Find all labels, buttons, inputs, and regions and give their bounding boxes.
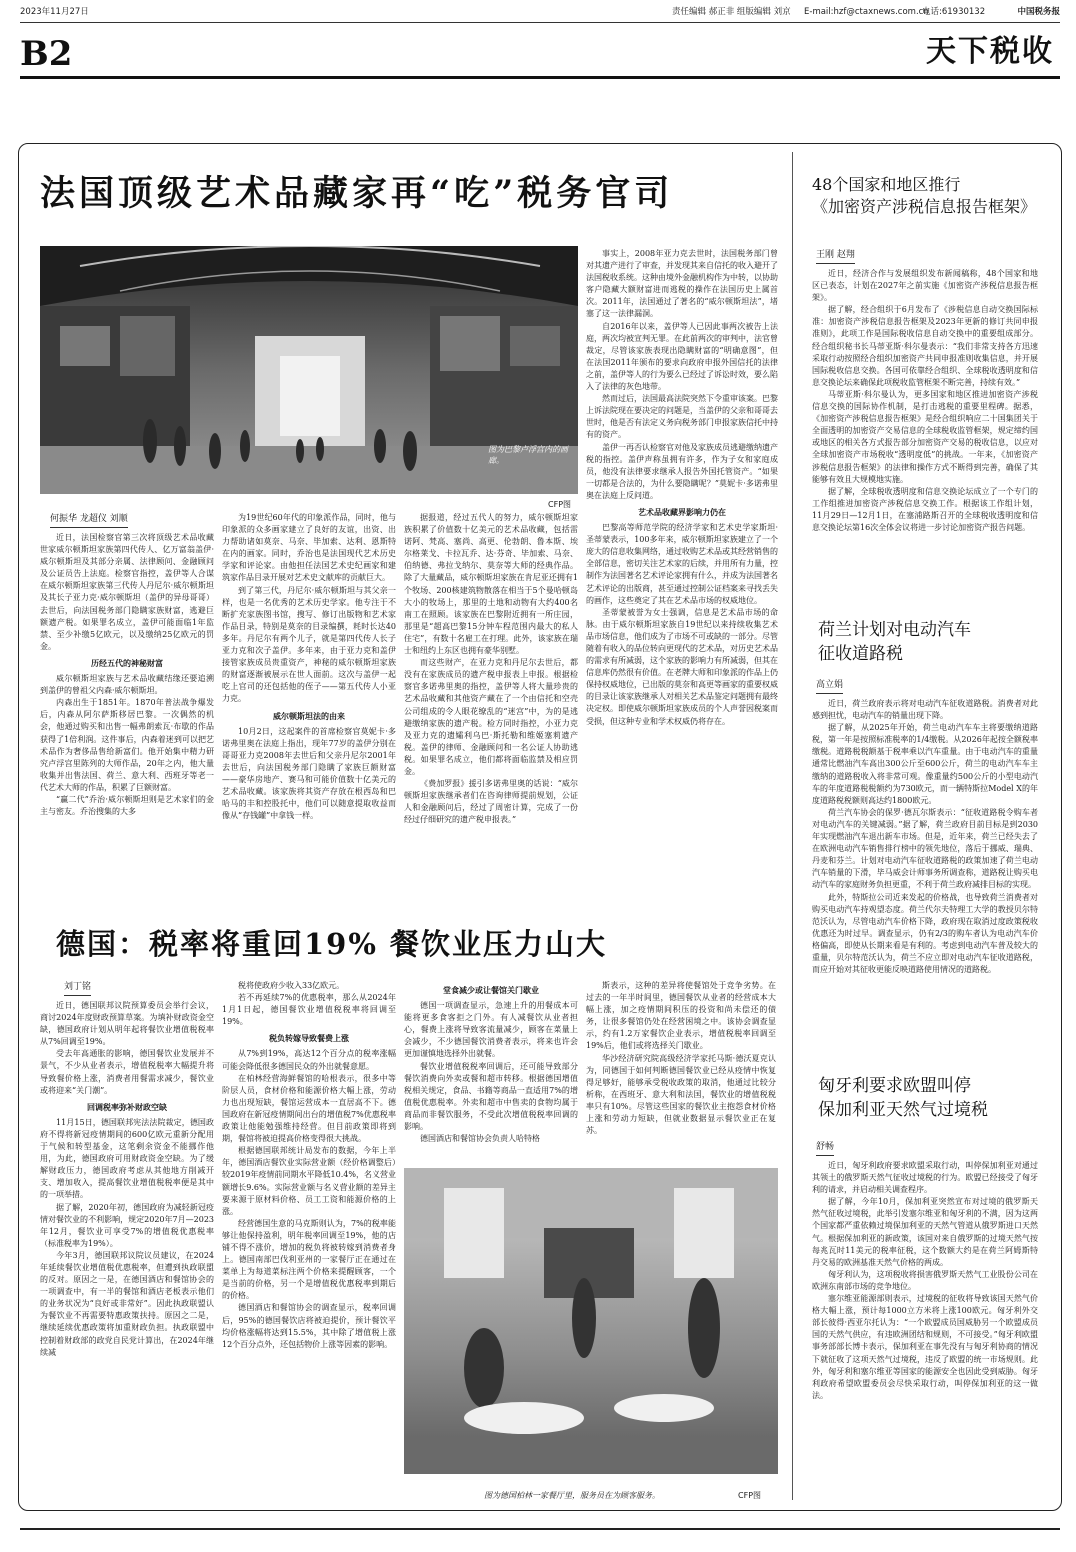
masthead-date: 2023年11月27日 <box>20 7 89 17</box>
main-col-1 <box>40 532 214 916</box>
sidebar-article-1-body <box>812 268 1038 598</box>
paragraph: 根据德国联邦统计局发布的数据，今年上半年，德国酒店餐饮业实际营业额（经价格调整后）较2019年疫情前同期水平降低10.4%，名义营业额增长9.6%。实际营业额与名义营业额的差异主要来源于原材料价格、员工工资和能源价格的上涨。 <box>222 1146 396 1216</box>
paragraph: 从7%到19%，高达12个百分点的税率涨幅可能会降低很多德国民众的外出就餐意愿。 <box>222 1049 396 1071</box>
paragraph: 10月2日，这起案件的首席检察官莫妮卡·多诺弗里奥在法庭上指出，现年77岁的盖伊分别在哥哥亚力克2008年去世后和父亲丹尼尔2001年去世后，向法国税务部门隐瞒了家族巨额财富——豪华房地产、赛马和可能价值数十亿美元的艺术品收藏。该家族将其资产存放在根西岛和巴哈马的丰和控股托中，他们可以随意提取收益而像从“存钱罐”中拿钱一样。 <box>222 726 396 821</box>
paragraph: 据了解，经合组织于6月发布了《涉税信息自动交换国际标准：加密资产涉税信息报告框架及2023年更新的修订共同申报准则》，此项工作是国际税收信息自动交换中的重要组成部分。经合组织秘书长马蒂亚斯·科尔曼表示：“我们非常支持各方迅速采取行动按照经合组织加密资产共同申报准则收集信息，并开展国际税收信息交换。各国可依靠经合组织、全球税收透明度和信息交换论坛来确保此项税收监管框架不断完善，持续有效。” <box>812 305 1038 387</box>
paragraph: 荷兰汽车协会的保罗·德瓦尔斯表示：“征收道路税令购车者对电动汽车的关键减弱。”据了解，荷兰政府目前目标是到2030年实现燃油汽车退出新车市场。但是，近年来，荷兰已经失去了在欧洲电动汽车销售排行榜中的领先地位，落后于挪威、瑞典、丹麦和芬兰。计划对电动汽车征收道路税的政策加速了荷兰电动汽车销量的下滑，毕马威会计师事务所调查称，道路税让购买电动汽车的家庭财务负担更重，不利于荷兰政府减排目标的实现。 <box>812 807 1038 890</box>
subheading: 历经五代的神秘财富 <box>91 657 163 668</box>
masthead-phone: 电话:61930132 <box>922 7 986 17</box>
newspaper-name: 中国税务报 <box>1017 7 1060 17</box>
paragraph: 近日，法国检察官第三次将顶级艺术品收藏世家威尔顿斯坦家族第四代传人、亿万富翁盖伊·威尔顿斯坦及其部分亲属、法律顾问、金融顾问及公证员告上法庭。检察官指控，盖伊等人合谋在威尔顿斯坦家族第三代传人丹尼尔·威尔顿斯坦及其长子亚力克·威尔顿斯坦（盖伊的异母哥哥）去世后，向法国税务部门隐瞒家族财富，逃避巨额遗产税。如果罪名成立，盖伊可能面临1年监禁、至少补缴5亿欧元，以及缴纳25亿欧元的罚金。 <box>40 533 214 651</box>
masthead <box>20 6 1060 20</box>
sidebar-article-1-title: 48个国家和地区推行 《加密资产涉税信息报告框架》 <box>812 175 1037 216</box>
paragraph: 据了解，全球税收透明度和信息交换论坛成立了一个专门的工作组推进加密资产涉税信息交换工作。根据该工作组计划，11月29日—12月1日，在塞浦路斯召开的全球税收透明度和信息交换论坛第16次全体会议将进一步讨论加密资产报告问题。 <box>812 486 1038 532</box>
de-col-2 <box>222 980 396 1500</box>
paragraph: 近日，德国联邦议院预算委员会举行会议，商讨2024年度财政预算草案。为填补财政资金空缺，德国政府计划从明年起将餐饮业增值税税率从7%回调至19%。 <box>40 1001 214 1047</box>
paragraph: 华沙经济研究院高级经济学家托马斯·德沃夏克认为，同德国于如何判断德国餐饮业已经从疫情中恢复得足够好，能够承受税收政策的取消，他通过比较分析称，在西班牙、意大利和法国，餐饮业的增值税税率只有10%。尽管这些国家的餐饮业主抱怨食材价格上涨和劳动力短缺，但就业数据显示餐饮业正在复苏。 <box>586 1053 776 1136</box>
paragraph: 税将使政府少收入33亿欧元。 <box>238 981 345 990</box>
sidebar-article-3-body <box>812 1160 1038 1500</box>
paragraph: 餐饮业增值税税率回调后，还可能导致部分餐饮消费向外卖或餐和超市转移。根据德国增值税相关规定，食品、书籍等商品一直适用7%的增值税优惠税率。外卖和超市中售卖的食物均属于商品而非餐饮服务，不受此次增值税税率回调的影响。 <box>404 1061 578 1132</box>
sidebar-article-2-byline: 高立娟 <box>816 678 843 694</box>
column-separator <box>792 152 793 1500</box>
paragraph: 巴黎高等师范学院的经济学家和艺术史学家斯坦·圣蒂蒙表示，100多年来，威尔顿斯坦家族建立了一个庞大的信息收集网络，通过收购艺术品或其经营销售的全部信息，密切关注艺术家的后续，并用所有力量，控制作为法国著名艺术评论家拥有什么，并成为法国著名艺术评论的出版商，甚至通过控制公证档案来寻找丢失的画作，这些奠定了其在艺术品市场的权威地位。 <box>586 523 778 605</box>
paragraph: 而这些财产，在亚力克和丹尼尔去世后，都没有在家族成员的遗产税申报表上申报。根据检察官多诺弗里奥的指控，盖伊等人将大量珍贵的艺术品收藏和其他资产藏在了一个由信托和空壳公司组成的令人眼花缭乱的“迷宫”中，为的是逃避缴纳家族的遗产税。检方同时指控，小亚力克及亚力克的遗孀利乌巴·斯托勒和维姬塞莉遗产税。盖伊的律师、金融顾问和一名公证人协助逃税。如果罪名成立，他们都将面临监禁及相应罚金。 <box>404 658 578 776</box>
main-col-2 <box>222 512 396 916</box>
paragraph: 内森出生于1851年。1870年普法战争爆发后，内森从阿尔萨斯移居巴黎。一次偶然的机会，他通过购买和出售一幅弗朗索瓦·布歇的作品获得了1倍利润。这件事后，内森着迷到可以把艺术品作为奢侈品售给新富们。他开始集中精力研究卢浮宫里陈列的大师作品，20年之内，他大量收集并出售法国、荷兰、意大利、西班牙等老一代艺术大师的作品，积累了巨额财富。 <box>40 698 214 792</box>
masthead-staff: 责任编辑 郝正非 组版编辑 刘京 <box>672 7 791 17</box>
subheading: 税负转嫁导致餐费上涨 <box>269 1033 349 1044</box>
louvre-photo-caption: 图为巴黎卢浮宫内的画廊。 <box>488 445 568 465</box>
paragraph: 今年3月，德国联邦议院议员建议，在2024年延续餐饮业增值税优惠税率，但遭到执政联盟的反对。原因之一是，在德国酒店和餐馆协会的一项调查中，有一半的餐馆和酒店老板表示他们的业务状况为“良好或非常好”。因此执政联盟认为餐饮业不再需要特惠政策扶持。原因之二是，继续延续优惠政策将加重财政负担。执政联盟中控制着财政部的政党自民党计算出，在2024年继续减 <box>40 1250 214 1357</box>
paragraph: 匈牙利认为，这项税收将损害俄罗斯天然气工业股份公司在欧洲东南部市场的竞争地位。 <box>812 1269 1038 1291</box>
page-number: B2 <box>20 34 73 74</box>
paragraph: 斯表示，这种的差异将使餐馆处于竞争劣势。在过去的一年半时间里，德国餐饮从业者的经营成本大幅上涨，加之疫情期间积压的投资和尚未偿还的债务，让很多餐馆仍处在经营困境之中。该协会调查显示，约有1.2万家餐饮企业表示，增值税税率回调至19%后，他们或将选择关门歇业。 <box>586 981 776 1051</box>
subheading: 艺术品收藏界影响力仍在 <box>638 506 726 517</box>
de-col-1 <box>40 1000 214 1500</box>
subheading: 威尔顿斯坦法的由来 <box>273 710 345 721</box>
paragraph: “赢二代”乔治·威尔顿斯坦则是艺术家们的金主与密友。乔治搜集的大多 <box>40 794 214 817</box>
paragraph: 盖伊一再否认检察官对他及家族成员逃避缴纳遗产税的指控。盖伊声称虽拥有许多，作为子女和家庭成员，他没有法律要求继承人报告外国托管资产。“如果一切都是合法的，为什么要隐瞒呢？”莫妮卡·多诺弗里奥在法庭上反问道。 <box>586 442 778 500</box>
masthead-email[interactable]: E-mail:hzf@ctaxnews.com.cn <box>804 7 929 17</box>
paragraph: 近日，经济合作与发展组织发布新闻稿称，48个国家和地区已表态，计划在2027年之前实施《加密资产涉税信息报告框架》。 <box>812 269 1038 303</box>
sidebar-article-2-body <box>812 698 1038 1048</box>
de-col-3 <box>404 980 578 1160</box>
de-article-title: 德国：税率将重回19% 餐饮业压力山大 <box>56 927 608 961</box>
restaurant-photo-credit: CFP图 <box>738 1491 762 1500</box>
paragraph: 据报道，经过五代人的努力，威尔顿斯坦家族积累了价值数十亿美元的艺术品收藏，包括雷诺阿、梵高、塞尚、高更、伦勃朗、鲁本斯、埃尔格莱戈、卡拉瓦乔、达·芬奇、毕加索、马奈、伯纳德、弗拉戈纳尔、莫奈等大师的经典作品。除了大量藏品，威尔顿斯坦家族在肯尼亚还拥有1个牧场、200核建筑物散落在相当于5个曼哈顿岛大小的牧场上，那里的土地和动物有大约400名南工在照顾。该家族在巴黎附近拥有一所庄园，那里是“超高巴黎15分钟车程范围内最大的私人住宅”，有数十名雇工在打理。此外，该家族在瑞士和纽约上东区也拥有豪华别墅。 <box>404 513 578 656</box>
paragraph: 塞尔维亚能源部则表示，过境税的征收将导致该国天然气价格大幅上涨，预计每1000立方米将上涨100欧元。匈牙利外交部长彼得·西亚尔托认为：“一个欧盟成员国威胁另一个欧盟成员国的天然气供应，有违欧洲团结和规则，不可接受。”匈牙利欧盟事务部部长博卡表示，保加利亚在事先没有与匈牙利协商的情况下就征收了这项天然气过境税，违反了欧盟的统一市场规则。此外，匈牙利和塞尔维亚等国家的能源安全也因此受到威胁。匈牙利政府希望欧盟委员会尽快采取行动，叫停保加利亚的这一做法。 <box>812 1294 1038 1400</box>
paragraph: 在柏林经营海鲜餐馆的哈根表示，很多中等阶层人员，食材价格和能源价格大幅上涨，劳动力也出现短缺，餐馆运营成本一直居高不下。德国政府在新冠疫情期间出台的增值税7%优惠税率政策让他能勉强维持经营。但目前政策即将到期，餐馆将被迫提高价格变得很大挑战。 <box>222 1073 396 1144</box>
restaurant-photo <box>404 1168 778 1474</box>
restaurant-photo-caption: 图为德国柏林一家餐厅里，服务员在为顾客服务。 <box>484 1491 660 1500</box>
paragraph: 受去年高通胀的影响，德国餐饮业发展并不景气，不少从业者表示，增值税税率大幅提升将导致餐价格上涨，消费者用餐需求减少，餐饮业或将迎来“关门潮”。 <box>40 1049 214 1095</box>
masthead-rule <box>20 22 1060 23</box>
paragraph: 德国酒店和餐馆协会的调查显示，税率回调后，95%的德国餐饮店将被迫提价，预计餐饮平均价格涨幅将达到15.5%，其中除了增值税上涨12个百分点外，还包括物价上涨等因素的影响。 <box>222 1303 396 1349</box>
louvre-photo-credit: CFP图 <box>548 500 572 509</box>
paragraph: 近日，荷兰政府表示将对电动汽车征收道路税。消费者对此感到担忧，电动汽车的销量出现下降。 <box>812 699 1038 721</box>
subheading: 回调税率弥补财政空缺 <box>87 1101 167 1112</box>
paragraph: 据了解，2020年初，德国政府为减轻新冠疫情对餐饮业的不利影响，规定2020年7月—2023年12月，餐饮业可享受7%的增值税优惠税率（标准税率为19%）。 <box>40 1202 214 1248</box>
paragraph: 威尔顿斯坦家族与艺术品收藏结缘还要追溯到盖伊的曾祖父内森·威尔顿斯坦。 <box>40 674 214 696</box>
paragraph: 到了第三代，丹尼尔·威尔顿斯坦与其父亲一样，也是一名优秀的艺术历史学家。他专注于不断扩充家族图书馆，搜写、修订出版物和艺术家作品目录，特别是莫奈的目录编撰，耗时长达40多年。丹尼尔有两个儿子，就是第四代传人长子亚力克和次子盖伊。多年来，由于亚力克和盖伊接管家族成员贵重资产，神秘的威尔顿斯坦家族的财富逐渐被展示在世人面前。这次与盖伊一起吃上官司的还包括他的侄子——第五代传人小亚力克。 <box>222 585 396 704</box>
paragraph: 经营德国生意的马克斯则认为，7%的税率能够让他保持盈利，明年税率回调至19%，他的店铺不得不涨价，增加的税负将被转嫁到消费者身上。德国南部巴伐利亚州的一家餐厅正在通过在菜单上为每道菜标注两个价格来提醒顾客，一个是当前的价格，另一个是增值税优惠税率到期后的价格。 <box>222 1218 396 1301</box>
section-title: 天下税收 <box>926 34 1054 69</box>
paragraph: 事实上，2008年亚力克去世时，法国税务部门曾对其遗产进行了审查，并发现其来自信托的收入避开了法国税收系统。这种由境外金融机构作为中转，以协助客户隐藏大额财富进而逃税的操作在法国历史上属首次。2011年，法国通过了著名的“威尔顿斯坦法”，堵塞了这一法律漏洞。 <box>586 249 778 319</box>
paragraph: 德国酒店和餐馆协会负责人哈特格 <box>420 1134 540 1144</box>
main-col-4 <box>586 248 778 916</box>
main-col-3 <box>404 512 578 916</box>
paragraph: 此外，特斯拉公司近来发起的价格战，也导致荷兰消费者对购买电动汽车持观望态度。荷兰代尔夫特理工大学的教授贝尔特范沃认为，尽管电动汽车价格下降，政府现在取消过度政策税收优惠还为时过早。调查显示，仍有2/3的购车者认为电动汽车价格偏高，即使从长期来看是有利的。考虑到电动汽车普及较大的重量，贝尔特范沃认为，荷兰不应立即对电动汽车征收道路税，而应开始对其征收更能反映道路使用情况的道路税。 <box>812 892 1038 975</box>
subheading: 堂食减少或让餐馆关门歇业 <box>443 985 539 995</box>
main-article-byline: 何振华 龙超仪 刘顺 <box>50 512 128 528</box>
bottom-rule <box>20 1528 1060 1530</box>
paragraph: 据了解，今年10月，保加利亚突然宣布对过境的俄罗斯天然气征收过境税，此举引发塞尔维亚和匈牙利的不满，因为这两个国家都严重依赖过境保加利亚的天然气管道从俄罗斯进口天然气。根据保加利亚的新政策，该国对来自俄罗斯的过境天然气按每兆瓦时11美元的税率征税，这个数额大约是在荷兰阿姆斯特丹交易的欧洲基准天然气价格的两成。 <box>812 1197 1038 1267</box>
sidebar-article-2-title: 荷兰计划对电动汽车 征收道路税 <box>818 620 971 664</box>
sidebar-article-1-byline: 王刚 赵翔 <box>816 248 855 264</box>
main-article-title: 法国顶级艺术品藏家再“吃”税务官司 <box>40 173 674 214</box>
de-article-byline: 刘丁铭 <box>64 980 91 996</box>
sidebar-article-3-byline: 舒畅 <box>816 1140 834 1156</box>
paragraph: 《费加罗报》援引多诺弗里奥的话说：“威尔顿斯坦家族继承者们在咨询律师提前规划，公证人和金融顾问后，经过了周密计算，完成了一份经过仔细研究的遗产税申报表。” <box>404 779 578 825</box>
paragraph: 自2016年以来，盖伊等人已因此事两次被告上法庭，两次均被宣判无罪。在此前两次的审判中，法官曾裁定，尽管该家族表现出隐瞒财富的“明确意图”，但在法国2011年颁布的要求向政府申报外国信托的法律之前，盖伊等人的行为要么已经过了诉讼时效，要么陷入了法律的灰色地带。 <box>586 321 778 392</box>
paragraph: 然而过后，法国最高法院突然下令重审该案。巴黎上诉法院现在要决定的问题是，当盖伊的父亲和哥哥去世时，他是否有法定义务向税务部门申报家族信托中持有的资产。 <box>586 394 778 440</box>
de-col-4 <box>586 980 776 1160</box>
paragraph: 为19世纪60年代的印象派作品，同时，他与印象派的众多画家建立了良好的友谊，出资、出力帮助诸如莫奈、马奈、毕加索、达利、恩斯特在内的画家。同时，乔治也是法国现代艺术历史学家和评论家。由他担任法国艺术史纪画家和建筑家作品目录开展对艺术史文献库的贡献巨大。 <box>222 513 396 583</box>
paragraph: 马蒂亚斯·科尔曼认为，更多国家和地区推进加密资产涉税信息交换的国际协作机制，是打击逃税的重要里程碑。据悉，《加密资产涉税信息报告框架》是经合组织响应二十国集团关于全面透明的加密资产交易信息的全球税收监管框架，规定缔约国或地区的相关各方式报告部分加密资产交易的税收信息，以应对全球加密资产市场税收“透明度低”的挑战。一年来，《加密资产涉税信息报告框架》的法律和操作方式不断得到完善，确保了其能够有效且大规模地实施。 <box>812 389 1038 484</box>
paragraph: 圣蒂蒙被誉为女士强调，信息是艺术品市场的命脉。由于威尔顿斯坦家族自19世纪以来持续收集艺术品市场信息，他们成为了市场不可或缺的一部分。尽管随着有收入的品位转向更现代的艺术品，对历史艺术品的需求有所减弱，这个家族的影响力有所减弱，但其在信息库仍然很有价值。在老牌大师和印象派的作品上仍保持权威地位，已出版的莫奈和高更等画家的重要权威的目录让该家族继承人对相关艺术品鉴定问题拥有最终决定权。即使威尔顿斯坦家族成员的个人声誉因税案而受损，但这种专业和学术权威仍将存在。 <box>586 607 778 726</box>
paragraph: 11月15日，德国联邦宪法法院裁定，德国政府不得将新冠疫情期间的600亿欧元重新分配用于气候和转型基金，这笔剩余资金不能挪作他用，为此，德国政府可用财政资金空缺。为了缓解财政压力，德国政府考虑从其他地方削减开支、增加收入，提高餐饮业增值税税率便是其中的一项举措。 <box>40 1117 214 1200</box>
sidebar-article-3-title: 匈牙利要求欧盟叫停 保加利亚天然气过境税 <box>818 1076 988 1120</box>
section-rule <box>20 76 1060 79</box>
restaurant-image <box>404 1168 778 1474</box>
paragraph: 德国一项调查显示，急速上升的用餐成本可能将更多食客拒之门外。有人减餐饮从业者担心，餐费上涨将导致客流量减少，顾客在菜量上会减少，不少德国餐饮消费者表示，将来也许会更加谨慎地选择外出就餐。 <box>404 1001 578 1059</box>
paragraph: 近日，匈牙利政府要求欧盟采取行动，叫停保加利亚对通过其领土的俄罗斯天然气征收过境税的行为。欧盟已经接受了匈牙利的请求，并启动相关调查程序。 <box>812 1161 1038 1195</box>
paragraph: 若不再延续7%的优惠税率，那么从2024年1月1日起，德国餐饮业增值税税率将回调至19%。 <box>222 993 396 1027</box>
paragraph: 据了解，从2025年开始，荷兰电动汽车车主将要缴纳道路税，第一年是按照标准税率的1/4缴税。从2026年起按全额税率缴税。道路税税额基于税率乘以汽车重量。由于电动汽车的重量通常比燃油汽车高出300公斤至600公斤，荷兰的电动汽车车主缴纳的道路税收入将非常可观。像重量约500公斤的小型电动汽车的年度道路税税额约为730欧元，而一辆特斯拉Model X的年度道路税税额则高达约1800欧元。 <box>812 723 1038 805</box>
